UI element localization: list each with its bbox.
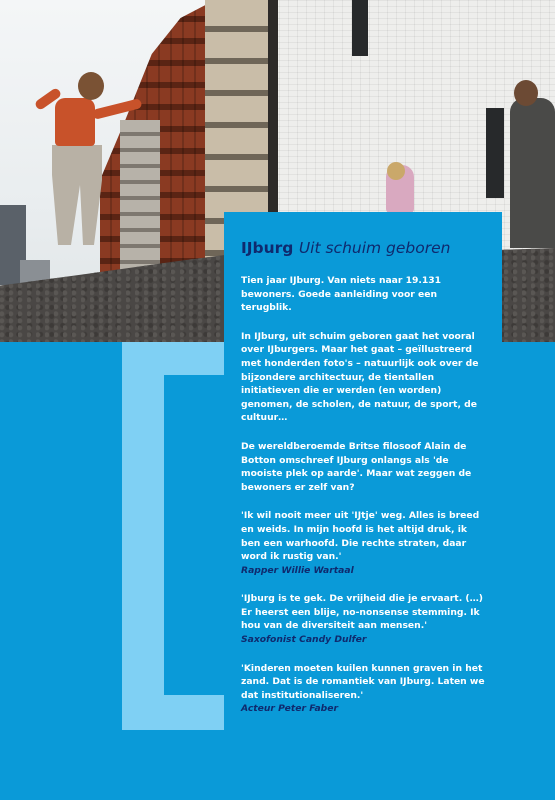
intro-paragraph: Tien jaar IJburg. Van niets naar 19.131 bewoners. Goede aanleiding voor een terugblik. [241,275,442,314]
title-subtitle: Uit schuim geboren [298,239,451,257]
man-figure-head [514,80,538,106]
bracket-decoration-inner [164,375,224,695]
quote-attribution: Acteur Peter Faber [241,703,338,715]
window [486,108,504,198]
girl-figure-head [387,162,405,180]
man-figure [510,98,555,248]
boy-figure [55,98,95,146]
quote-text: 'Ik wil nooit meer uit 'IJtje' weg. Alles is breed en weids. In mijn hoofd is het altijd druk, ik ben een warhoofd. Die rechte straten, daar word ik rustig van.' [241,510,480,563]
body-paragraph: De wereldberoemde Britse filosoof Alain de Botton omschreef IJburg onlangs als 'de mooiste plek op aarde'. Maar wat zeggen de bewoners er zelf van? [241,440,472,493]
body-paragraph: In IJburg, uit schuim geboren gaat het vooral over IJburgers. Maar het gaat – geïllustreerd met honderden foto's – natuurlijk ook over de bijzondere architectuur, de tientallen initiatieven die er werden (en worden) genomen, de scholen, de natuur, de sport, de cultuur… [241,330,479,424]
quote-attribution: Saxofonist Candy Dulfer [241,634,367,646]
quote-block [241,592,488,646]
window [352,0,368,56]
boy-figure-head [78,72,104,100]
boy-figure-legs [52,145,102,245]
quote-attribution: Rapper Willie Wartaal [241,564,354,576]
article-title [241,238,488,258]
quote-text: 'IJburg is te gek. De vrijheid die je ervaart. (…) Er heerst een blije, no-nonsense stemming. Ik hou van de diversiteit aan mensen.' [241,593,483,632]
quote-block [241,509,488,577]
quote-text: 'Kinderen moeten kuilen kunnen graven in het zand. Dat is de romantiek van IJburg. Laten we dat institutionaliseren.' [241,662,485,701]
article-panel [224,212,502,730]
title-main: IJburg [241,239,294,257]
quote-block [241,662,488,716]
